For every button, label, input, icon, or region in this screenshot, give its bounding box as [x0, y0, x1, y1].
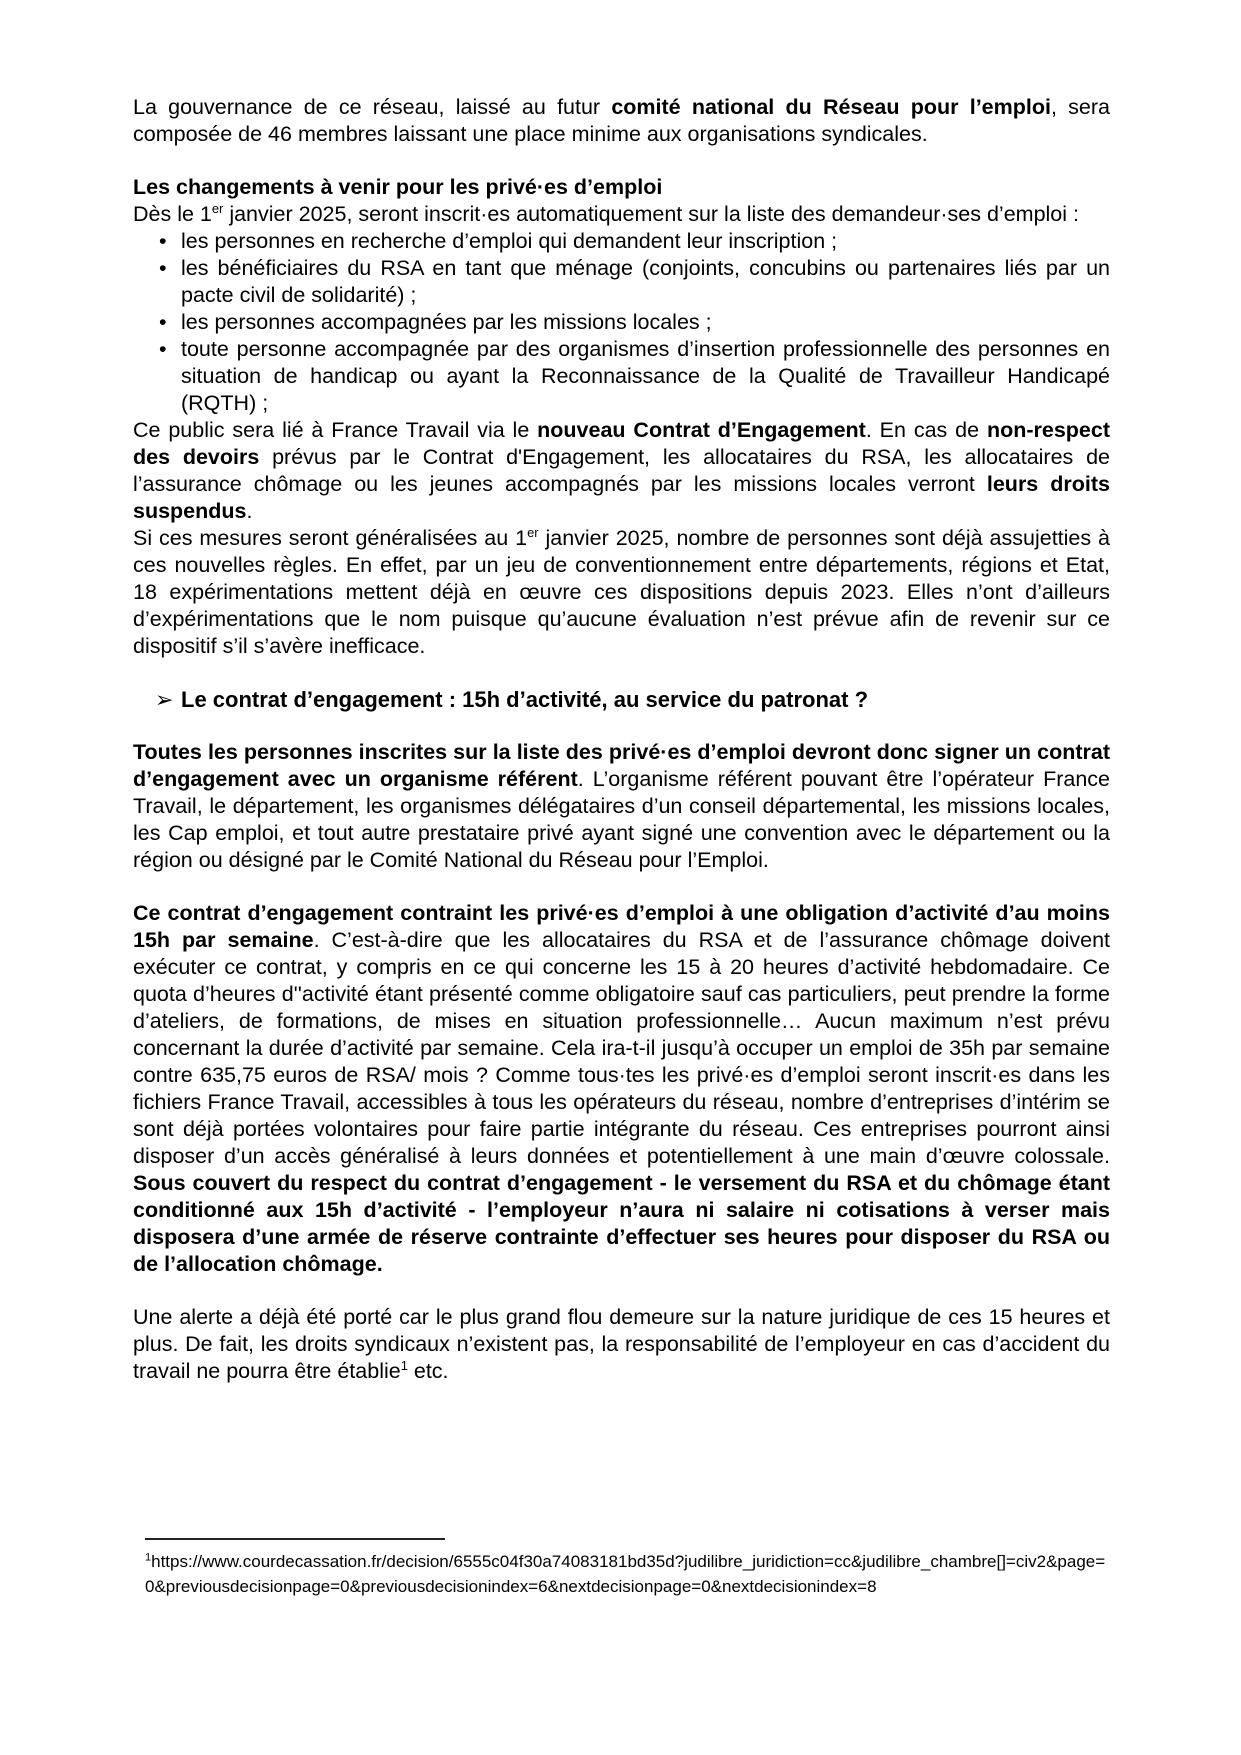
text-run: prévus par le Contrat d'Engagement, les allocataires du RSA, les allocataires de l’assurance chômage ou les jeunes accompagnés par les missions locales verront: [133, 445, 1110, 496]
text-run: La gouvernance de ce réseau, laissé au futur: [133, 95, 612, 119]
text-run-bold: non-respect des devoirs: [133, 418, 1110, 469]
bullet-icon: •: [159, 229, 167, 253]
text-run: . En cas de: [865, 418, 987, 442]
bullet-item-missions-locales: [133, 309, 1110, 336]
footnote-marker: 1: [145, 1551, 152, 1564]
text-run-bold: Ce contrat d’engagement contraint les privé·es d’emploi à une obligation d’activité d’au moins 15h par semaine: [133, 901, 1110, 952]
footnote-separator: [145, 1538, 445, 1540]
text-run-bold: leurs droits suspendus: [133, 472, 1110, 523]
heading-contrat-engagement: [133, 686, 1110, 713]
paragraph-obligation-activite: [133, 900, 1110, 1278]
text-run: , sera composée de 46 membres laissant une place minime aux organisations syndicales.: [133, 95, 1110, 146]
bullet-item-inscription: [133, 228, 1110, 255]
text-run: janvier 2025, seront inscrit·es automatiquement sur la liste des demandeur·ses d’emploi :: [223, 202, 1079, 226]
bullet-text: les bénéficiaires du RSA en tant que ménage (conjoints, concubins ou partenaires liés par un pacte civil de solidarité) ;: [181, 256, 1110, 307]
bullet-icon: •: [159, 337, 167, 361]
paragraph-contrat-engagement-public: [133, 417, 1110, 525]
footnote-reference: 1: [400, 1357, 408, 1373]
bullet-text: toute personne accompagnée par des organismes d’insertion professionnelle des personnes en situation de handicap ou ayant la Reconnaissance de la Qualité de Travailleur Handicapé (RQTH) ;: [181, 337, 1110, 415]
text-run: . L’organisme référent pouvant être l’opérateur France Travail, le département, les organismes délégataires d’un conseil départemental, les missions locales, les Cap emploi, et tout autre prestataire privé ayant signé une convention avec le département ou la région ou désigné par le Comité National du Réseau pour l’Emploi.: [133, 767, 1110, 872]
paragraph-inscription-automatique: [133, 201, 1110, 228]
bullet-icon: •: [159, 256, 167, 280]
text-run: Dès le 1: [133, 202, 212, 226]
text-run: janvier 2025, nombre de personnes sont déjà assujetties à ces nouvelles règles. En effet, par un jeu de conventionnement entre départements, régions et Etat, 18 expérimentations mettent déjà en œuvre ces dispositions depuis 2023. Elles n’ont d’ailleurs d’expérimentations que le nom puisque qu’aucune évaluation n’est prévue afin de revenir sur ce dispositif s’il s’avère inefficace.: [133, 526, 1110, 658]
text-run-bold: Toutes les personnes inscrites sur la liste des privé·es d’emploi devront donc signer un contrat d’engagement avec un organisme référent: [133, 740, 1110, 791]
text-run: . C’est-à-dire que les allocataires du RSA et de l’assurance chômage doivent exécuter ce contrat, y compris en ce qui concerne les 15 à 20 heures d’activité hebdomadaire. Ce quota d’heures d''activité étant présenté comme obligatoire sauf cas particuliers, peut prendre la forme d’ateliers, de formations, de mises en situation professionnelle… Aucun maximum n’est prévu concernant la durée d’activité par semaine. Cela ira-t-il jusqu’à occuper un emploi de 35h par semaine contre 635,75 euros de RSA/ mois ? Comme tous·tes les privé·es d’emploi seront inscrit·es dans les fichiers France Travail, accessibles à tous les opérateurs du réseau, nombre d’entreprises d’intérim se sont déjà portées volontaires pour faire partie intégrante du réseau. Ces entreprises pourront ainsi disposer d’un accès généralisé à leurs données et potentiellement à une main d’œuvre colossale.: [133, 928, 1111, 1168]
text-run: Si ces mesures seront généralisées au 1: [133, 526, 528, 550]
footnote-section: [145, 1538, 1107, 1599]
footnote-url: https://www.courdecassation.fr/decision/6555c04f30a74083181bd35d?judilibre_juridiction=cc&judilibre_chambre[]=civ2&page=0&previousdecisionpage=0&previousdecisionindex=6&nextdecisionpage=0&nextdecisionindex=8: [145, 1552, 1106, 1596]
bullet-text: les personnes accompagnées par les missions locales ;: [181, 310, 712, 334]
text-run: .: [246, 499, 253, 523]
paragraph-governance: [133, 94, 1110, 148]
bullet-icon: •: [159, 310, 167, 334]
paragraph-generalisation: [133, 525, 1110, 660]
arrow-bullet-icon: ➢: [155, 687, 174, 712]
text-run-bold: comité national du Réseau pour l’emploi: [611, 95, 1051, 119]
bullet-item-rqth: [133, 336, 1110, 417]
heading-changements: Les changements à venir pour les privé·es d’emploi: [133, 175, 663, 199]
bullet-item-rsa-menage: [133, 255, 1110, 309]
paragraph-organisme-referent: [133, 739, 1110, 874]
superscript-er: er: [527, 524, 539, 540]
bullet-text: les personnes en recherche d’emploi qui demandent leur inscription ;: [181, 229, 838, 253]
heading-text: Le contrat d’engagement : 15h d’activité, au service du patronat ?: [181, 687, 869, 712]
text-run-bold: nouveau Contrat d’Engagement: [537, 418, 866, 442]
document-body: [133, 94, 1110, 1385]
text-run: Une alerte a déjà été porté car le plus grand flou demeure sur la nature juridique de ces 15 heures et plus. De fait, les droits syndicaux n’existent pas, la responsabilité de l’employeur en cas d’accident du travail ne pourra être établie: [133, 1305, 1110, 1383]
paragraph-alerte-juridique: [133, 1304, 1110, 1385]
footnote: [145, 1549, 1107, 1599]
text-run: Ce public sera lié à France Travail via le: [133, 418, 538, 442]
superscript-er: er: [211, 200, 224, 216]
text-run-bold: Sous couvert du respect du contrat d’engagement - le versement du RSA et du chômage étant conditionné aux 15h d’activité - l’employeur n’aura ni salaire ni cotisations à verser mais disposera d’une armée de réserve contrainte d’effectuer ses heures pour disposer du RSA ou de l’allocation chômage.: [133, 1171, 1110, 1276]
text-run: etc.: [407, 1359, 449, 1383]
bullet-list: [133, 228, 1110, 417]
